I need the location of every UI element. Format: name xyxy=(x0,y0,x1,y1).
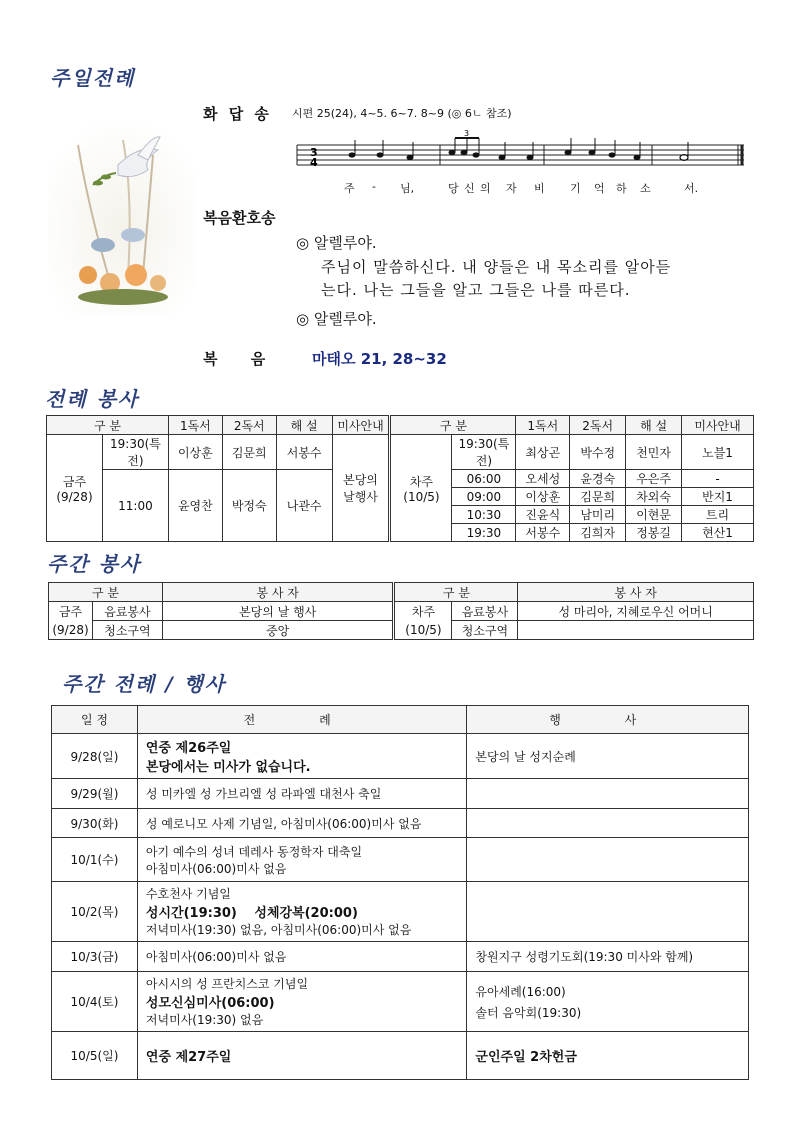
gospel-acclamation-label: 복음환호송 xyxy=(203,209,276,227)
event-cell xyxy=(467,734,749,779)
commentator: 차외숙 xyxy=(626,488,682,506)
weekly-events-table xyxy=(51,705,749,1080)
mass-guide xyxy=(332,435,390,542)
psalm-reference: 시편 25(24), 4~5. 6~7. 8~9 (◎ 6ㄴ 참조) xyxy=(292,107,512,120)
reader-1: 윤영찬 xyxy=(168,470,222,542)
liturgy-line: 성모신심미사(06:00) xyxy=(145,996,275,1011)
col-header: 미사안내 xyxy=(682,416,754,435)
col-header: 2독서 xyxy=(570,416,626,435)
liturgy-cell xyxy=(137,972,467,1032)
mass-time: 19:30 xyxy=(452,524,516,542)
reader-2: 김문희 xyxy=(570,488,626,506)
event-cell xyxy=(467,838,749,882)
service-person: 중앙 xyxy=(162,621,394,640)
this-week-cell xyxy=(47,435,103,542)
liturgy-line: 저녁미사(19:30) 없음 xyxy=(145,1013,264,1027)
event-date: 10/2(목) xyxy=(52,882,138,942)
lyric: 기 xyxy=(570,182,581,195)
next-week-label: 차주 xyxy=(409,474,434,489)
guide-line: 본당의 xyxy=(343,473,378,487)
liturgy-cell xyxy=(137,838,467,882)
event-date: 9/30(화) xyxy=(52,809,138,838)
lyric: 신 xyxy=(464,182,475,195)
svg-text:4: 4 xyxy=(310,156,318,169)
service-person: 성 마리아, 지혜로우신 어머니 xyxy=(518,602,754,621)
lyric: - xyxy=(372,180,376,193)
next-week-date: (10/5) xyxy=(394,621,452,640)
psalm-label: 화 답 송 xyxy=(203,105,272,123)
lyric: 의 xyxy=(480,182,491,195)
lyric: 비 xyxy=(534,182,545,195)
commentator: 서봉수 xyxy=(276,435,332,470)
event-line: 군인주일 2차헌금 xyxy=(475,1050,577,1065)
liturgy-line: 연중 제27주일 xyxy=(145,1050,232,1065)
event-line: 솔터 음악회(19:30) xyxy=(475,1005,582,1020)
reader-1: 이상훈 xyxy=(516,488,570,506)
commentator: 우은주 xyxy=(626,470,682,488)
event-line: 유아세례(16:00) xyxy=(475,984,566,999)
liturgy-cell xyxy=(137,942,467,972)
col-header: 일 정 xyxy=(52,706,138,734)
reader-2: 윤경숙 xyxy=(570,470,626,488)
lyric: 주 xyxy=(344,182,355,195)
col-header: 해 설 xyxy=(626,416,682,435)
col-header: 1독서 xyxy=(168,416,222,435)
section-title-sunday-liturgy: 주일전례 xyxy=(50,66,136,90)
gospel-reference: 마태오 21, 28~32 xyxy=(312,350,447,368)
event-line: 본당의 날 성지순례 xyxy=(475,749,576,764)
mass-time: 11:00 xyxy=(102,470,168,542)
event-cell xyxy=(467,972,749,1032)
liturgy-line: 아침미사(06:00)미사 없음 xyxy=(145,861,287,876)
event-date: 10/1(수) xyxy=(52,838,138,882)
service-type: 음료봉사 xyxy=(452,602,518,621)
acclamation-line-2: 주님이 말씀하신다. 내 양들은 내 목소리를 알아듣 xyxy=(321,258,672,276)
svg-text:3: 3 xyxy=(310,146,318,159)
liturgy-service-table xyxy=(46,415,754,542)
this-week-label: 금주 xyxy=(62,474,87,489)
acclamation-line-3: 는다. 나는 그들을 알고 그들은 나를 따른다. xyxy=(321,281,631,299)
service-type: 청소구역 xyxy=(452,621,518,640)
reader-2: 김희자 xyxy=(570,524,626,542)
lyric: 소 xyxy=(640,182,651,195)
col-header: 1독서 xyxy=(516,416,570,435)
lyric: 당 xyxy=(448,182,459,195)
section-title-liturgy-service: 전례 봉사 xyxy=(45,387,140,411)
event-date: 10/5(일) xyxy=(52,1032,138,1080)
event-date: 10/3(금) xyxy=(52,942,138,972)
reader-2: 박정숙 xyxy=(222,470,276,542)
commentator: 천민자 xyxy=(626,435,682,470)
lyric: 서. xyxy=(684,182,699,195)
mass-guide: 트리 xyxy=(682,506,754,524)
liturgy-cell xyxy=(137,809,467,838)
reader-1: 진윤식 xyxy=(516,506,570,524)
liturgy-line: 본당에서는 미사가 없습니다. xyxy=(145,760,311,775)
section-title-weekly-service: 주간 봉사 xyxy=(47,552,142,576)
lyric: 억 xyxy=(594,182,605,195)
liturgy-cell xyxy=(137,1032,467,1080)
lyric: 자 xyxy=(506,182,517,195)
col-header: 구 분 xyxy=(47,416,169,435)
service-person: 본당의 날 행사 xyxy=(162,602,394,621)
mass-time: 19:30(특전) xyxy=(102,435,168,470)
col-header: 전 례 xyxy=(137,706,467,734)
event-cell xyxy=(467,779,749,809)
service-type: 음료봉사 xyxy=(92,602,162,621)
liturgy-cell xyxy=(137,882,467,942)
acclamation-line-1: ◎ 알렐루야. xyxy=(296,234,377,252)
mass-time: 06:00 xyxy=(452,470,516,488)
liturgy-line: 성시간(19:30) 성체강복(20:00) xyxy=(145,906,358,921)
reader-1: 서봉수 xyxy=(516,524,570,542)
event-cell xyxy=(467,882,749,942)
liturgy-line: 아침미사(06:00)미사 없음 xyxy=(145,950,287,964)
col-header: 구 분 xyxy=(49,583,163,602)
liturgy-line: 저녁미사(19:30) 없음, 아침미사(06:00)미사 없음 xyxy=(145,923,412,937)
reader-2: 박수정 xyxy=(570,435,626,470)
next-week-label: 차주 xyxy=(394,602,452,621)
svg-text:3: 3 xyxy=(464,130,470,138)
mass-guide: 노블1 xyxy=(682,435,754,470)
this-week-date: (9/28) xyxy=(49,621,93,640)
liturgy-cell xyxy=(137,734,467,779)
weekly-service-table xyxy=(48,582,754,640)
guide-line: 날행사 xyxy=(343,490,378,504)
this-week-date: (9/28) xyxy=(56,489,93,504)
liturgy-line: 성 예로니모 사제 기념일, 아침미사(06:00)미사 없음 xyxy=(145,816,422,831)
this-week-label: 금주 xyxy=(49,602,93,621)
event-date: 9/28(일) xyxy=(52,734,138,779)
commentator: 이현문 xyxy=(626,506,682,524)
service-type: 청소구역 xyxy=(92,621,162,640)
lyric: 하 xyxy=(616,182,627,195)
mass-time: 10:30 xyxy=(452,506,516,524)
next-week-cell xyxy=(390,435,452,542)
section-title-weekly-events: 주간 전례 / 행사 xyxy=(62,672,227,696)
commentator: 정봉길 xyxy=(626,524,682,542)
col-header: 해 설 xyxy=(276,416,332,435)
mass-time: 19:30(특전) xyxy=(452,435,516,470)
col-header: 행 사 xyxy=(467,706,749,734)
lyric: 님, xyxy=(400,182,415,195)
liturgy-cell xyxy=(137,779,467,809)
reader-1: 최상곤 xyxy=(516,435,570,470)
acclamation-line-4: ◎ 알렐루야. xyxy=(296,310,377,328)
mass-guide: 현산1 xyxy=(682,524,754,542)
liturgy-line: 수호천사 기념일 xyxy=(145,887,231,901)
service-person xyxy=(518,621,754,640)
event-line: 창원지구 성령기도회(19:30 미사와 함께) xyxy=(475,950,694,964)
dove-flower-image xyxy=(48,125,196,315)
event-cell xyxy=(467,1032,749,1080)
reader-1: 오세성 xyxy=(516,470,570,488)
mass-guide: - xyxy=(682,470,754,488)
col-header: 미사안내 xyxy=(332,416,390,435)
event-cell xyxy=(467,809,749,838)
mass-time: 09:00 xyxy=(452,488,516,506)
event-date: 9/29(월) xyxy=(52,779,138,809)
col-header: 구 분 xyxy=(390,416,516,435)
gospel-label: 복 음 xyxy=(203,350,280,368)
reader-2: 남미리 xyxy=(570,506,626,524)
liturgy-line: 성 미카엘 성 가브리엘 성 라파엘 대천사 축일 xyxy=(145,787,382,801)
liturgy-line: 아시시의 성 프란치스코 기념일 xyxy=(145,977,309,991)
event-cell xyxy=(467,942,749,972)
col-header: 구 분 xyxy=(394,583,518,602)
col-header: 봉 사 자 xyxy=(518,583,754,602)
next-week-date: (10/5) xyxy=(403,489,440,504)
commentator: 나관수 xyxy=(276,470,332,542)
reader-1: 이상훈 xyxy=(168,435,222,470)
event-date: 10/4(토) xyxy=(52,972,138,1032)
col-header: 2독서 xyxy=(222,416,276,435)
reader-2: 김문희 xyxy=(222,435,276,470)
col-header: 봉 사 자 xyxy=(162,583,394,602)
liturgy-line: 아기 예수의 성녀 데레사 동정학자 대축일 xyxy=(145,844,363,859)
liturgy-line: 연중 제26주일 xyxy=(145,741,232,756)
mass-guide: 반지1 xyxy=(682,488,754,506)
psalm-music-staff xyxy=(292,130,752,180)
